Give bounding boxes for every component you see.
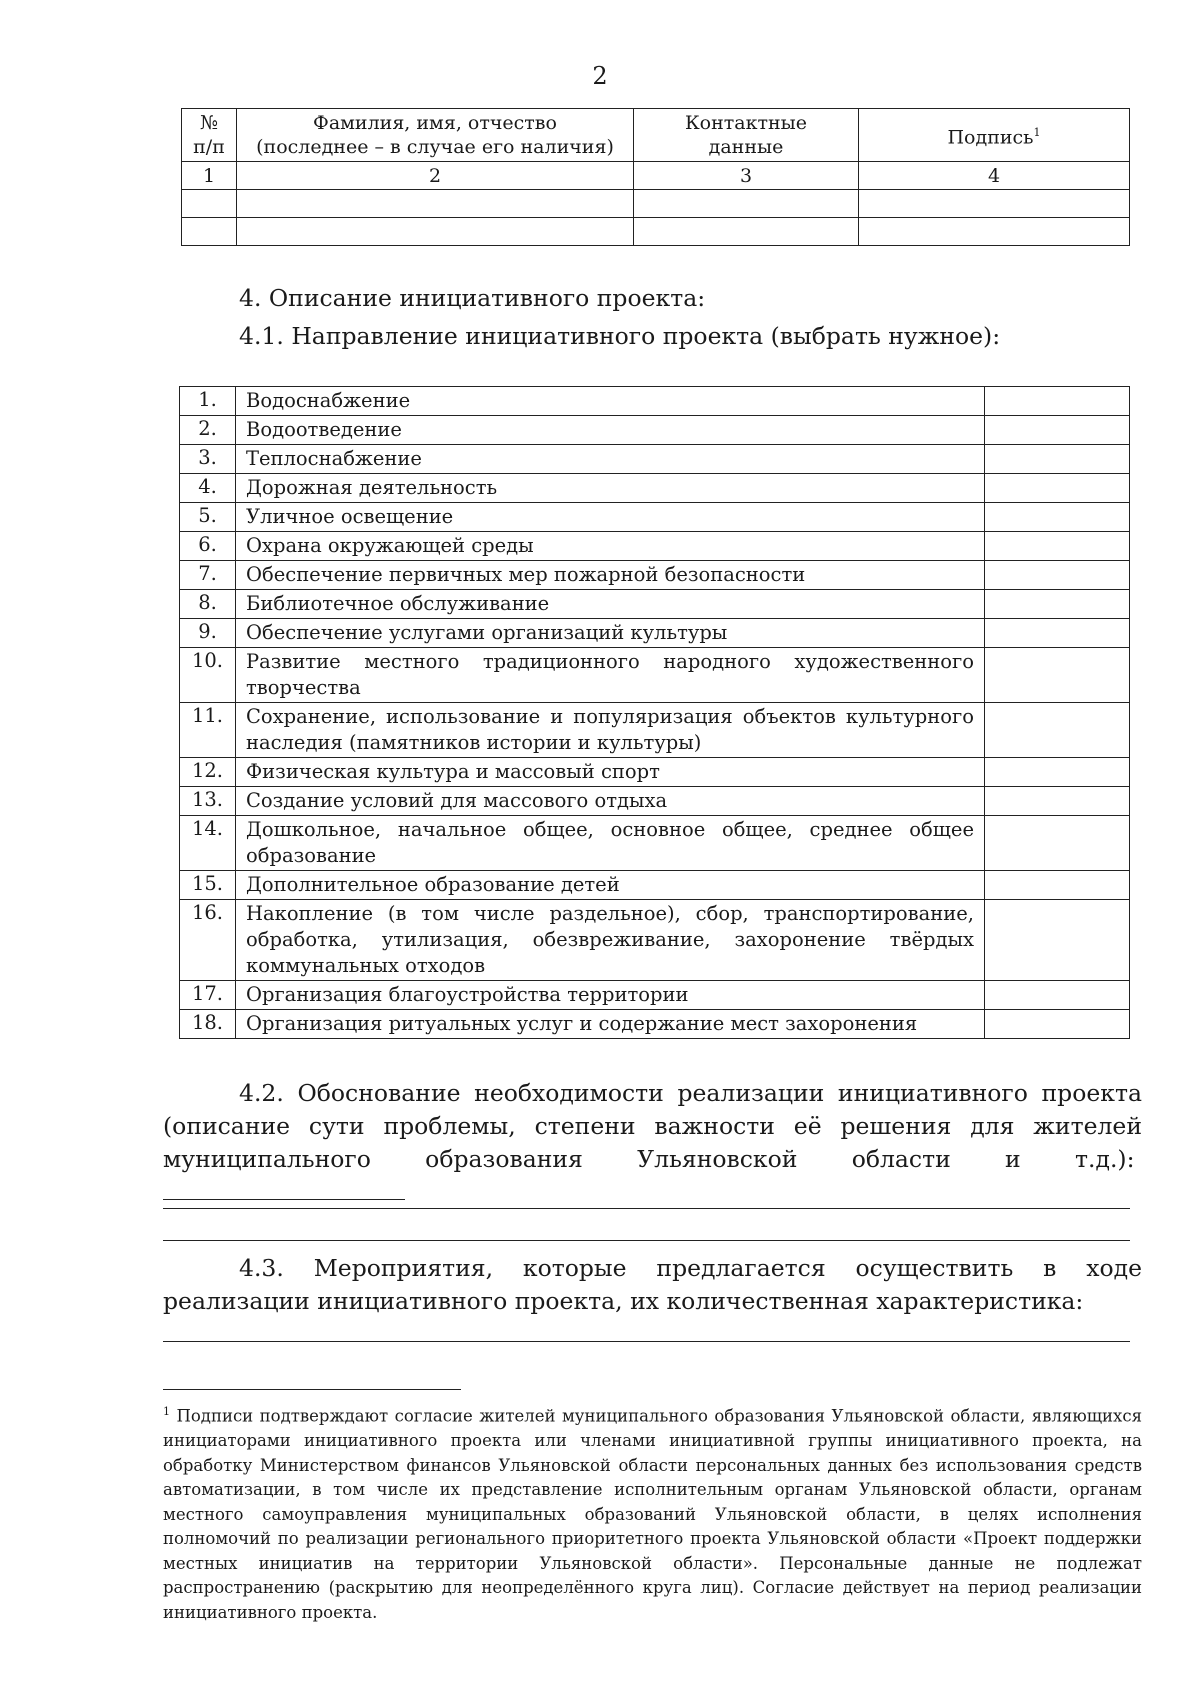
table-row: 1 2 3 4 xyxy=(182,162,1130,190)
answer-line[interactable] xyxy=(163,1177,405,1200)
direction-row xyxy=(180,503,1130,532)
footnote-divider xyxy=(163,1389,461,1390)
direction-select-cell[interactable] xyxy=(985,1010,1130,1039)
direction-number: 17. xyxy=(180,981,236,1010)
direction-label: Водоснабжение xyxy=(236,387,985,416)
direction-label: Дорожная деятельность xyxy=(236,474,985,503)
direction-row xyxy=(180,445,1130,474)
direction-number: 16. xyxy=(180,900,236,981)
footnote-ref: 1 xyxy=(1033,125,1041,139)
direction-label: Уличное освещение xyxy=(236,503,985,532)
answer-line[interactable] xyxy=(163,1240,1130,1241)
direction-row xyxy=(180,561,1130,590)
footnote: $^1$ Подписи подтверждают согласие жителей муниципального образования Ульяновской области, являющихся инициаторами инициативного проекта или членами инициативной группы инициативного проекта, на обработку Министерством финансов Ульяновской области персональных данных без использования средств автоматизации, в том числе их представление исполнительным органам Ульяновской области, органам местного самоуправления муниципальных образований Ульяновской области, в целях исполнения полномочий по реализации регионального приоритетного проекта Ульяновской области «Проект поддержки местных инициатив на территории Ульяновской области». Персональные данные не подлежат распространению (раскрытию для неопределённого круга лиц). Согласие действует на период реализации инициативного проекта. xyxy=(163,1405,1142,1622)
direction-number: 12. xyxy=(180,758,236,787)
direction-select-cell[interactable] xyxy=(985,474,1130,503)
direction-row xyxy=(180,758,1130,787)
direction-row xyxy=(180,871,1130,900)
signature-table xyxy=(181,108,1130,246)
direction-select-cell[interactable] xyxy=(985,900,1130,981)
empty-cell[interactable] xyxy=(237,218,634,246)
direction-label: Накопление (в том числе раздельное), сбор, транспортирование, обработка, утилизация, обезвреживание, захоронение твёрдых коммунальных отходов xyxy=(236,900,985,981)
page-number: 2 xyxy=(592,62,608,90)
direction-select-cell[interactable] xyxy=(985,387,1130,416)
direction-number: 3. xyxy=(180,445,236,474)
direction-label: Обеспечение первичных мер пожарной безопасности xyxy=(236,561,985,590)
empty-cell[interactable] xyxy=(182,218,237,246)
direction-row xyxy=(180,816,1130,871)
direction-row xyxy=(180,532,1130,561)
direction-label: Водоотведение xyxy=(236,416,985,445)
empty-cell[interactable] xyxy=(859,218,1130,246)
direction-row xyxy=(180,981,1130,1010)
direction-select-cell[interactable] xyxy=(985,532,1130,561)
direction-select-cell[interactable] xyxy=(985,981,1130,1010)
direction-label: Сохранение, использование и популяризация объектов культурного наследия (памятников истории и культуры) xyxy=(236,703,985,758)
direction-label: Организация ритуальных услуг и содержание мест захоронения xyxy=(236,1010,985,1039)
direction-number: 6. xyxy=(180,532,236,561)
answer-line[interactable] xyxy=(163,1208,1130,1209)
direction-number: 13. xyxy=(180,787,236,816)
empty-cell[interactable] xyxy=(237,190,634,218)
direction-row xyxy=(180,703,1130,758)
empty-cell[interactable] xyxy=(634,218,859,246)
empty-cell[interactable] xyxy=(859,190,1130,218)
answer-line[interactable] xyxy=(163,1341,1130,1342)
direction-row xyxy=(180,387,1130,416)
direction-number: 18. xyxy=(180,1010,236,1039)
direction-label: Развитие местного традиционного народного художественного творчества xyxy=(236,648,985,703)
direction-number: 5. xyxy=(180,503,236,532)
direction-select-cell[interactable] xyxy=(985,758,1130,787)
header-contacts: Контактные данные xyxy=(634,109,859,162)
direction-label: Организация благоустройства территории xyxy=(236,981,985,1010)
direction-select-cell[interactable] xyxy=(985,503,1130,532)
direction-number: 9. xyxy=(180,619,236,648)
direction-label: Дополнительное образование детей xyxy=(236,871,985,900)
direction-number: 14. xyxy=(180,816,236,871)
direction-select-cell[interactable] xyxy=(985,816,1130,871)
direction-label: Создание условий для массового отдыха xyxy=(236,787,985,816)
header-number: № п/п xyxy=(182,109,237,162)
empty-row xyxy=(182,190,1130,218)
direction-label: Физическая культура и массовый спорт xyxy=(236,758,985,787)
direction-number: 10. xyxy=(180,648,236,703)
direction-number: 8. xyxy=(180,590,236,619)
direction-number: 1. xyxy=(180,387,236,416)
directions-table xyxy=(179,386,1130,1039)
direction-label: Охрана окружающей среды xyxy=(236,532,985,561)
section-4-1-title: 4.1. Направление инициативного проекта (выбрать нужное): xyxy=(239,322,1001,350)
direction-select-cell[interactable] xyxy=(985,648,1130,703)
direction-select-cell[interactable] xyxy=(985,416,1130,445)
direction-label: Дошкольное, начальное общее, основное общее, среднее общее образование xyxy=(236,816,985,871)
direction-row xyxy=(180,1010,1130,1039)
direction-row xyxy=(180,590,1130,619)
direction-number: 2. xyxy=(180,416,236,445)
section-4-2-paragraph: 4.2. Обоснование необходимости реализации инициативного проекта (описание сути проблемы, степени важности её решения для жителей муниципального образования Ульяновской области и т.д.): xyxy=(163,1077,1142,1209)
direction-select-cell[interactable] xyxy=(985,619,1130,648)
header-signature: Подпись$^1$ xyxy=(859,109,1130,162)
direction-row xyxy=(180,416,1130,445)
direction-row xyxy=(180,900,1130,981)
direction-select-cell[interactable] xyxy=(985,590,1130,619)
direction-select-cell[interactable] xyxy=(985,787,1130,816)
direction-label: Библиотечное обслуживание xyxy=(236,590,985,619)
table-header-row xyxy=(182,109,1130,162)
section-4-3-paragraph: 4.3. Мероприятия, которые предлагается осуществить в ходе реализации инициативного проекта, их количественная характеристика: xyxy=(163,1254,1142,1315)
header-full-name: Фамилия, имя, отчество (последнее – в случае его наличия) xyxy=(237,109,634,162)
direction-label: Обеспечение услугами организаций культуры xyxy=(236,619,985,648)
direction-select-cell[interactable] xyxy=(985,703,1130,758)
direction-number: 7. xyxy=(180,561,236,590)
direction-row xyxy=(180,474,1130,503)
direction-row xyxy=(180,619,1130,648)
direction-number: 15. xyxy=(180,871,236,900)
empty-cell[interactable] xyxy=(634,190,859,218)
direction-row xyxy=(180,787,1130,816)
direction-label: Теплоснабжение xyxy=(236,445,985,474)
direction-select-cell[interactable] xyxy=(985,445,1130,474)
section-4-title: 4. Описание инициативного проекта: xyxy=(239,284,706,312)
direction-select-cell[interactable] xyxy=(985,561,1130,590)
empty-cell[interactable] xyxy=(182,190,237,218)
direction-number: 4. xyxy=(180,474,236,503)
direction-select-cell[interactable] xyxy=(985,871,1130,900)
direction-row xyxy=(180,648,1130,703)
empty-row xyxy=(182,218,1130,246)
direction-number: 11. xyxy=(180,703,236,758)
